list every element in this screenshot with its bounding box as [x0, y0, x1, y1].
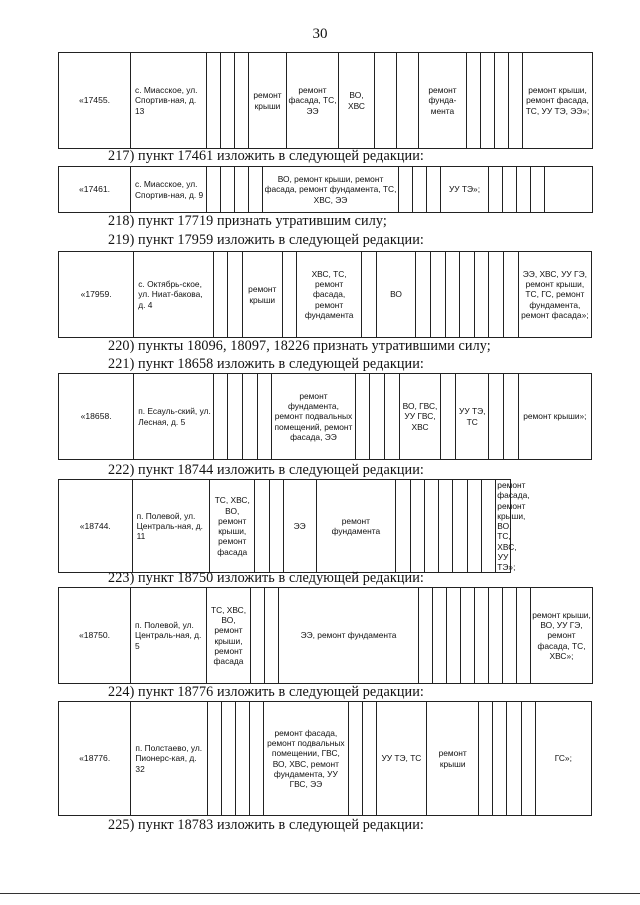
cell — [396, 480, 410, 573]
row-number: «17461. — [59, 167, 131, 213]
cell: ЭЭ, ХВС, УУ ГЭ, ремонт крыши, ТС, ГС, ремонт фундамента, ремонт фасада»; — [518, 252, 591, 338]
cell — [461, 588, 475, 684]
cell — [504, 374, 519, 460]
cell — [427, 167, 441, 213]
cell — [416, 252, 431, 338]
cell — [207, 53, 221, 149]
cell — [503, 588, 517, 684]
cell — [228, 252, 243, 338]
cell — [235, 167, 249, 213]
cell — [397, 53, 419, 149]
cell: ремонт крыши — [249, 53, 287, 149]
page-bottom-rule — [0, 893, 640, 894]
cell: УУ ТЭ, ТС — [456, 374, 489, 460]
row-number: «18744. — [59, 480, 133, 573]
cell — [481, 53, 495, 149]
cell: УУ ТЭ, ТС — [376, 702, 426, 816]
cell — [509, 53, 523, 149]
row-address: с. Октябрь-ское, ул. Ниат-бакова, д. 4 — [134, 252, 213, 338]
cell — [348, 702, 362, 816]
cell — [251, 588, 265, 684]
cell — [445, 252, 460, 338]
cell: ремонт крыши, ремонт фасада, ТС, УУ ТЭ, ЭЭ»; — [523, 53, 593, 149]
cell — [482, 480, 496, 573]
cell — [228, 374, 243, 460]
table-row-18658 — [58, 373, 592, 460]
cell — [213, 252, 228, 338]
instruction-217: 217) пункт 17461 изложить в следующей редакции: — [108, 148, 424, 164]
cell — [467, 480, 481, 573]
table-row-18750 — [58, 587, 593, 684]
cell — [495, 53, 509, 149]
row-number: «18658. — [59, 374, 134, 460]
cell — [265, 588, 279, 684]
cell: ТС, ХВС, ВО, ремонт крыши, ремонт фасада — [210, 480, 255, 573]
cell — [489, 167, 503, 213]
instruction-220: 220) пункты 18096, 18097, 18226 признать утратившими силу; — [108, 338, 491, 354]
cell: ХВС, ТС, ремонт фасада, ремонт фундамента — [297, 252, 362, 338]
cell — [503, 167, 517, 213]
cell — [362, 252, 377, 338]
cell — [269, 480, 283, 573]
cell — [221, 702, 235, 816]
row-number: «18776. — [59, 702, 131, 816]
cell — [362, 702, 376, 816]
cell — [479, 702, 493, 816]
row-address: п. Полевой, ул. Централь-ная, д. 5 — [131, 588, 207, 684]
cell — [441, 374, 456, 460]
cell — [433, 588, 447, 684]
cell: ВО, ремонт крыши, ремонт фасада, ремонт фундамента, ТС, ХВС, ЭЭ — [263, 167, 399, 213]
cell — [399, 167, 413, 213]
cell — [221, 53, 235, 149]
cell — [545, 167, 593, 213]
row-number: «17455. — [59, 53, 131, 149]
cell — [430, 252, 445, 338]
cell: ВО, ГВС, УУ ГВС, ХВС — [399, 374, 441, 460]
table-row-17461 — [58, 166, 593, 213]
cell: ремонт фасада, ремонт подвальных помещении, ГВС, ВО, ХВС, ремонт фундамента, УУ ГВС, ЭЭ — [264, 702, 348, 816]
cell: ремонт крыши, ВО, УУ ГЭ, ремонт фасада, ТС, ХВС»; — [531, 588, 593, 684]
table-row-18744 — [58, 479, 592, 573]
cell — [474, 252, 489, 338]
cell — [221, 167, 235, 213]
row-address: п. Полстаево, ул. Пионерс-кая, д. 32 — [131, 702, 207, 816]
cell — [453, 480, 467, 573]
cell — [504, 252, 519, 338]
cell — [385, 374, 400, 460]
cell: ремонт крыши — [427, 702, 479, 816]
instruction-218: 218) пункт 17719 признать утратившим силу; — [108, 213, 387, 229]
page-number: 30 — [312, 26, 328, 42]
cell — [235, 53, 249, 149]
cell: ремонт фунда-мента — [419, 53, 467, 149]
cell: ремонт крыши»; — [518, 374, 591, 460]
row-address: п. Есауль-ский, ул. Лесная, д. 5 — [134, 374, 213, 460]
cell — [257, 374, 272, 460]
instruction-222: 222) пункт 18744 изложить в следующей редакции: — [108, 462, 424, 478]
cell — [447, 588, 461, 684]
row-address: с. Миасское, ул. Спортив-ная, д. 9 — [131, 167, 207, 213]
cell — [235, 702, 249, 816]
cell — [207, 702, 221, 816]
cell — [213, 374, 228, 460]
row-address: п. Полевой, ул. Централь-ная, д. 11 — [132, 480, 210, 573]
cell — [517, 588, 531, 684]
cell — [413, 167, 427, 213]
table-row-17959 — [58, 251, 592, 338]
cell: ремонт фундамента, ремонт подвальных помещений, ремонт фасада, ЭЭ — [272, 374, 356, 460]
instruction-219: 219) пункт 17959 изложить в следующей редакции: — [108, 232, 424, 248]
cell: ВО — [376, 252, 416, 338]
instruction-221: 221) пункт 18658 изложить в следующей редакции: — [108, 356, 424, 372]
cell: ТС, ХВС, ВО, ремонт крыши, ремонт фасада — [207, 588, 251, 684]
cell — [517, 167, 531, 213]
cell — [419, 588, 433, 684]
row-number: «17959. — [59, 252, 134, 338]
cell — [489, 374, 504, 460]
table-row-17455 — [58, 52, 593, 149]
instruction-224: 224) пункт 18776 изложить в следующей редакции: — [108, 684, 424, 700]
table-row-18776 — [58, 701, 592, 816]
cell — [460, 252, 475, 338]
cell — [255, 480, 269, 573]
cell — [410, 480, 424, 573]
cell — [521, 702, 535, 816]
cell — [207, 167, 221, 213]
cell — [475, 588, 489, 684]
cell: ремонт фундамента — [316, 480, 396, 573]
cell — [250, 702, 264, 816]
cell — [249, 167, 263, 213]
cell — [242, 374, 257, 460]
cell: ГС»; — [535, 702, 591, 816]
instruction-225: 225) пункт 18783 изложить в следующей редакции: — [108, 817, 424, 833]
row-number: «18750. — [59, 588, 131, 684]
cell: ЭЭ, ремонт фундамента — [279, 588, 419, 684]
cell — [531, 167, 545, 213]
cell — [375, 53, 397, 149]
cell — [467, 53, 481, 149]
row-address: с. Миасское, ул. Спортив-ная, д. 13 — [131, 53, 207, 149]
cell — [282, 252, 297, 338]
cell: ремонт крыши — [242, 252, 282, 338]
cell: ремонт фасада, ремонт крыши, ВО, ТС, ХВС, УУ ТЭ»; — [497, 480, 530, 572]
cell — [507, 702, 521, 816]
cell: УУ ТЭ»; — [441, 167, 489, 213]
cell: ЭЭ — [283, 480, 316, 573]
cell — [424, 480, 438, 573]
cell — [439, 480, 453, 573]
cell — [370, 374, 385, 460]
cell — [493, 702, 507, 816]
cell — [489, 588, 503, 684]
cell: ВО, ХВС — [339, 53, 375, 149]
cell — [489, 252, 504, 338]
cell: ремонт фасада, ТС, ЭЭ — [287, 53, 339, 149]
instruction-223: 223) пункт 18750 изложить в следующей редакции: — [108, 570, 424, 586]
cell — [355, 374, 370, 460]
